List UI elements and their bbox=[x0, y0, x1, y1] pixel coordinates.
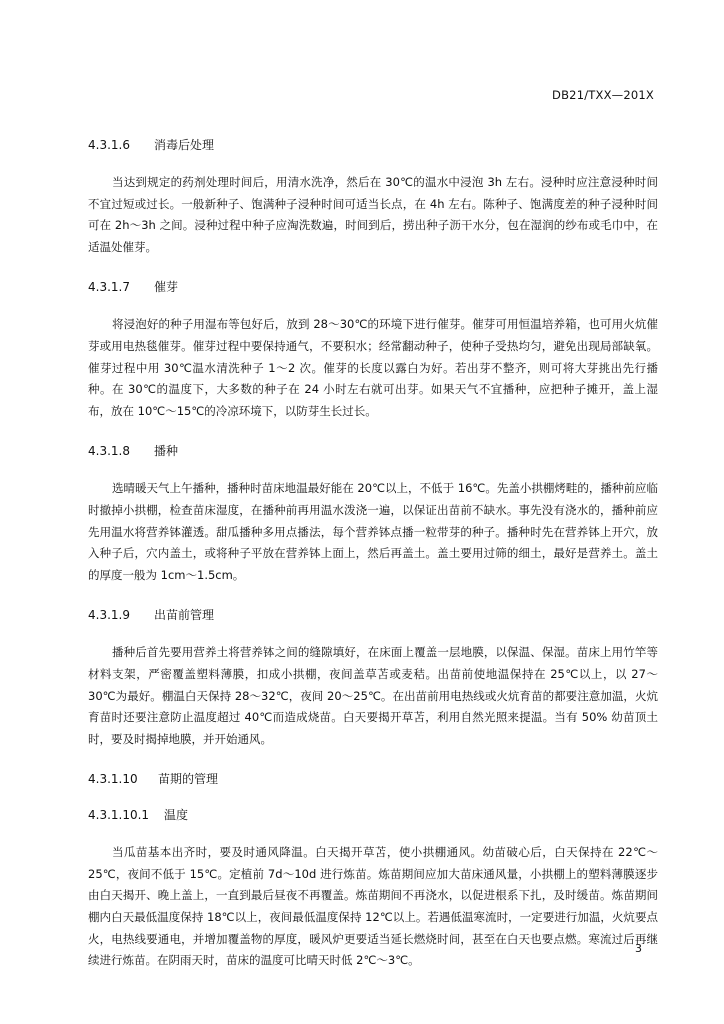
section-number: 4.3.1.10 bbox=[88, 772, 138, 787]
section-title: 苗期的管理 bbox=[158, 772, 219, 787]
section-heading-4-3-1-10-1 bbox=[88, 806, 658, 824]
section-number: 4.3.1.6 bbox=[88, 138, 130, 152]
section-paragraph: 将浸泡好的种子用湿布等包好后，放到 28～30℃的环境下进行催芽。催芽可用恒温培养箱，也可用火炕催芽或用电热毯催芽。催芽过程中要保持通气，不要积水；经常翻动种子，使种子受热均匀，避免出现局部缺氧。催芽过程中用 30℃温水清洗种子 1～2 次。催芽的长度以露白为好。若出芽不整齐，则可将大芽挑出先行播种。在 30℃的温度下，大多数的种子在 24 小时左右就可出芽。如果天气不宜播种，应把种子摊开，盖上湿布，放在 10℃～15℃的冷凉环境下，以防芽生长过长。 bbox=[88, 317, 658, 418]
section-heading-4-3-1-7 bbox=[88, 278, 658, 296]
section-title: 温度 bbox=[164, 808, 189, 823]
section-number: 4.3.1.8 bbox=[88, 444, 130, 459]
section-heading-4-3-1-6 bbox=[88, 136, 658, 154]
section-title: 消毒后处理 bbox=[154, 138, 215, 152]
section-paragraph: 播种后首先要用营养土将营养钵之间的缝隙填好，在床面上覆盖一层地膜，以保温、保湿。苗床上用竹竿等材料支架，严密覆盖塑料薄膜，扣成小拱棚，夜间盖草苫或麦秸。出苗前使地温保持在 25℃以上，以 27～30℃为最好。棚温白天保持 28～32℃，夜间 20～25℃。在出苗前用电热线或火炕育苗的都要注意加温，火炕育苗时还要注意防止温度超过 40℃而造成烧苗。白天要揭开草苫，利用自然光照来提温。当有 50% 幼苗顶土时，要及时揭掉地膜，并开始通风。 bbox=[88, 645, 658, 746]
section-title: 催芽 bbox=[154, 280, 179, 295]
section-title: 出苗前管理 bbox=[154, 608, 215, 623]
section-number: 4.3.1.7 bbox=[88, 280, 130, 295]
section-number: 4.3.1.9 bbox=[88, 608, 130, 623]
document-code: DB21/TXX—201X bbox=[552, 88, 654, 102]
section-paragraph: 当达到规定的药剂处理时间后，用清水洗净，然后在 30℃的温水中浸泡 3h 左右。浸种时应注意浸种时间不宜过短或过长。一般新种子、饱满种子浸种时间可适当长点，在 4h 左右。陈种子、饱满度差的种子浸种时间可在 2h～3h 之间。浸种过程中种子应淘洗数遍，时间到后，捞出种子沥干水分，包在湿润的纱布或毛巾中，在适温处催芽。 bbox=[88, 175, 658, 254]
section-heading-4-3-1-9 bbox=[88, 606, 658, 624]
section-paragraph: 选晴暖天气上午播种，播种时苗床地温最好能在 20℃以上，不低于 16℃。先盖小拱棚烤畦的，播种前应临时撤掉小拱棚，检查苗床湿度，在播种前再用温水泼浇一遍，以保证出苗前不缺水。事先没有浇水的，播种前应先用温水将营养钵灌透。甜瓜播种多用点播法，每个营养钵点播一粒带芽的种子。播种时先在营养钵上开穴，放入种子后，穴内盖土，或将种子平放在营养钵上面上，然后再盖土。盖土要用过筛的细土，最好是营养土。盖土的厚度一般为 1cm～1.5cm。 bbox=[88, 481, 658, 582]
section-paragraph: 当瓜苗基本出齐时，要及时通风降温。白天揭开草苫，使小拱棚通风。幼苗破心后，白天保持在 22℃～25℃，夜间不低于 15℃。定植前 7d～10d 进行炼苗。炼苗期间应加大苗床通风量，小拱棚上的塑料薄膜逐步由白天揭开、晚上盖上，一直到最后昼夜不再覆盖。炼苗期间不再浇水，以促进根系下扎，及时缓苗。炼苗期间棚内白天最低温度保持 18℃以上，夜间最低温度保持 12℃以上。若遇低温寒流时，一定要进行加温，火炕要点火，电热线要通电，并增加覆盖物的厚度，暖风炉更要适当延长燃烧时间，甚至在白天也要点燃。寒流过后再继续进行炼苗。在阴雨天时，苗床的温度可比晴天时低 2℃～3℃。 bbox=[88, 845, 658, 968]
section-heading-4-3-1-10 bbox=[88, 770, 658, 788]
section-heading-4-3-1-8 bbox=[88, 442, 658, 460]
page-number: 3 bbox=[635, 942, 642, 955]
section-title: 播种 bbox=[154, 444, 179, 459]
document-body bbox=[88, 136, 658, 992]
section-number: 4.3.1.10.1 bbox=[88, 808, 150, 823]
